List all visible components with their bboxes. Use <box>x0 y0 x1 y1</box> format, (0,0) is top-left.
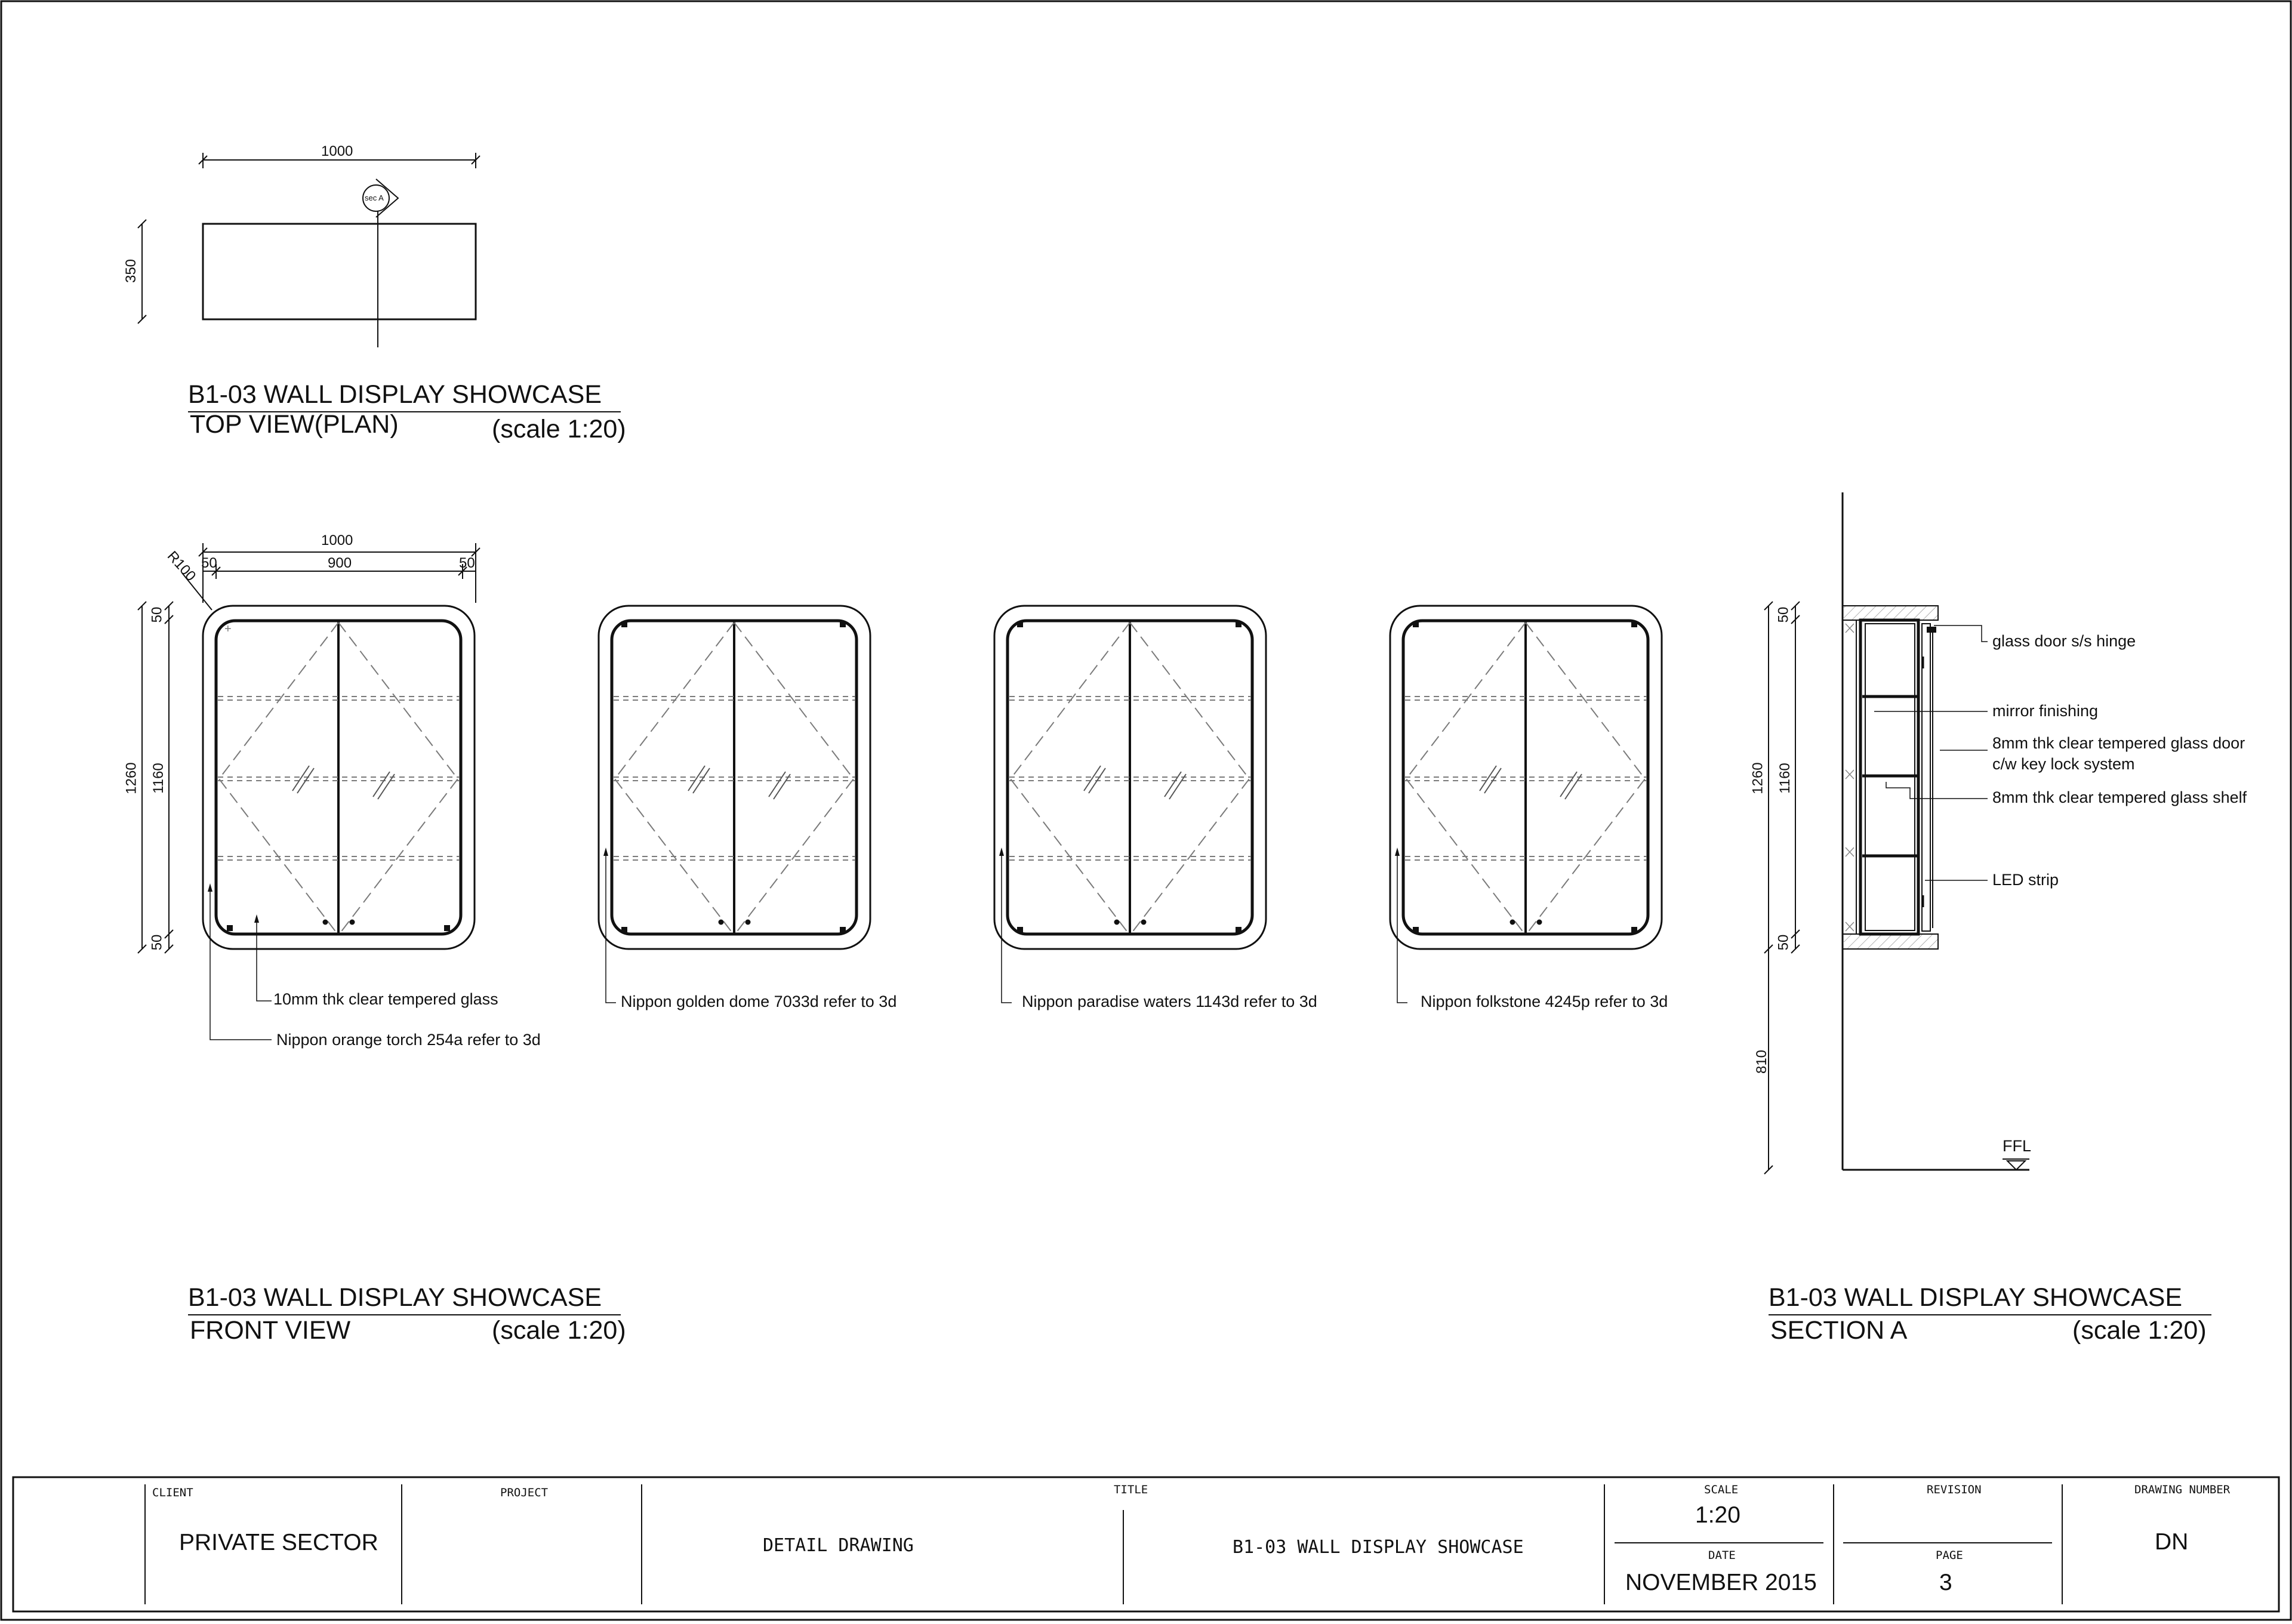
ffl-label: FFL <box>2003 1137 2032 1155</box>
section-a <box>1764 492 2032 1174</box>
ffl-marker-icon <box>2007 1161 2025 1170</box>
note-key-lock: c/w key lock system <box>1992 755 2135 773</box>
dim-front-bottom-margin: 50 <box>149 934 165 951</box>
note-color-4: Nippon folkstone 4245p refer to 3d <box>1421 993 1668 1010</box>
dim-front-left-margin: 50 <box>201 555 217 571</box>
svg-text:+: + <box>224 623 232 636</box>
section-a-heading: B1-03 WALL DISPLAY SHOWCASE <box>1769 1283 2183 1312</box>
tb-page-caption: PAGE <box>1936 1549 1963 1562</box>
note-hinge: glass door s/s hinge <box>1992 632 2136 650</box>
dim-top-depth: 350 <box>123 258 140 283</box>
note-glass: 10mm thk clear tempered glass <box>273 990 498 1008</box>
dim-front-width: 1000 <box>321 532 353 548</box>
top-view-scale: (scale 1:20) <box>492 415 626 443</box>
sheet-border <box>1 1 2291 1620</box>
dim-sec-inner: 1160 <box>1776 763 1793 794</box>
dim-front-inner-height: 1160 <box>150 763 167 794</box>
tb-project-caption: PROJECT <box>500 1486 549 1499</box>
top-view-plan <box>138 153 480 347</box>
note-mirror: mirror finishing <box>1992 702 2099 720</box>
top-view-heading: B1-03 WALL DISPLAY SHOWCASE <box>188 380 602 409</box>
dim-top-width: 1000 <box>321 143 353 159</box>
dim-sec-top: 50 <box>1775 606 1792 623</box>
tb-page: 3 <box>1939 1570 1952 1595</box>
cabinet-3 <box>994 606 1266 949</box>
front-view-subheading: FRONT VIEW <box>190 1316 351 1345</box>
front-view-scale: (scale 1:20) <box>492 1316 626 1345</box>
tb-title-right: B1-03 WALL DISPLAY SHOWCASE <box>1233 1537 1524 1558</box>
dim-sec-overall: 1260 <box>1749 762 1766 794</box>
section-a-subheading: SECTION A <box>1770 1316 1908 1345</box>
top-view-subheading: TOP VIEW(PLAN) <box>190 410 399 439</box>
tb-date: NOVEMBER 2015 <box>1625 1570 1817 1595</box>
dim-front-top-margin: 50 <box>149 606 165 623</box>
dim-front-right-margin: 50 <box>459 555 475 571</box>
front-view-heading: B1-03 WALL DISPLAY SHOWCASE <box>188 1283 602 1312</box>
tb-scale-caption: SCALE <box>1704 1483 1739 1496</box>
tb-drawing-number-caption: DRAWING NUMBER <box>2134 1483 2231 1496</box>
note-color-3: Nippon paradise waters 1143d refer to 3d <box>1022 993 1317 1010</box>
note-color-2: Nippon golden dome 7033d refer to 3d <box>621 993 897 1010</box>
tb-client-caption: CLIENT <box>152 1486 193 1499</box>
note-led: LED strip <box>1992 871 2059 889</box>
cabinet-1 <box>203 606 475 949</box>
cabinet-4 <box>1390 606 1662 949</box>
top-view-outline <box>203 224 476 319</box>
cabinet-2 <box>599 606 870 949</box>
note-glass-door: 8mm thk clear tempered glass door <box>1992 734 2245 752</box>
note-color-1: Nippon orange torch 254a refer to 3d <box>276 1031 541 1049</box>
dim-front-radius: R100 <box>164 548 199 585</box>
tb-drawing-number: DN <box>2155 1529 2189 1555</box>
tb-title-caption: TITLE <box>1114 1483 1148 1496</box>
section-a-scale: (scale 1:20) <box>2072 1316 2207 1345</box>
dim-front-overall-height: 1260 <box>123 762 140 794</box>
dim-sec-bottom: 50 <box>1775 934 1792 951</box>
dim-front-inner-width: 900 <box>328 555 352 571</box>
tb-client: PRIVATE SECTOR <box>179 1530 378 1555</box>
tb-revision-caption: REVISION <box>1927 1483 1982 1496</box>
tb-date-caption: DATE <box>1708 1549 1736 1562</box>
section-marker-label: sec A <box>365 193 384 202</box>
dim-sec-floor-gap: 810 <box>1754 1049 1770 1074</box>
note-glass-shelf: 8mm thk clear tempered glass shelf <box>1992 788 2247 806</box>
tb-title-left: DETAIL DRAWING <box>763 1535 914 1556</box>
tb-scale: 1:20 <box>1695 1502 1740 1528</box>
front-view <box>138 543 1662 1040</box>
